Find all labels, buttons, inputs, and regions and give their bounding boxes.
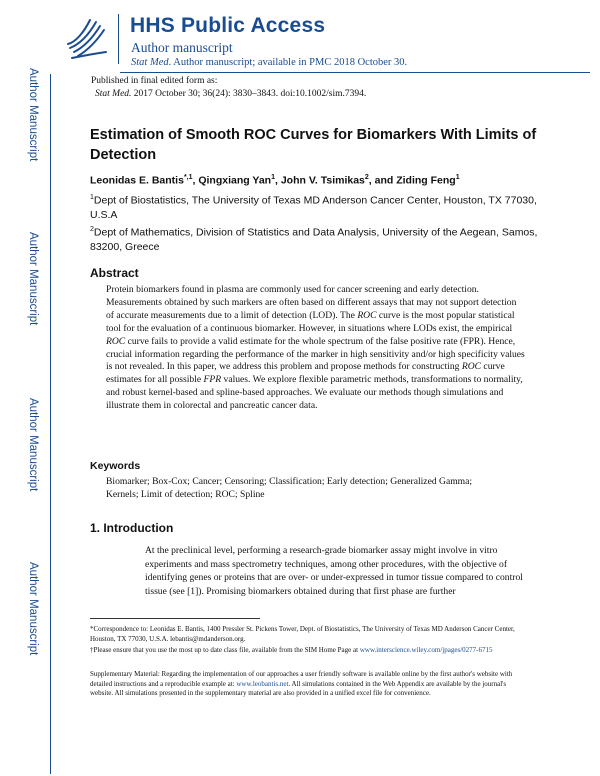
- side-label-author-manuscript: Author Manuscript: [27, 68, 39, 162]
- header-journal: Stat Med: [131, 57, 169, 68]
- hhs-eagle-logo-icon: [62, 14, 112, 64]
- introduction-heading: 1. Introduction: [90, 521, 174, 535]
- author-name: John V. Tsimikas: [280, 174, 365, 187]
- header-divider-vertical: [118, 14, 119, 64]
- affiliation: [90, 223, 540, 254]
- footnote-text: . All simulations contained in the Web Appendix are available by the journal's website. All simulations presented in the supplementary material are also provided in a unified excel file for convenience.: [90, 679, 507, 698]
- abstract-segment: curve is the most popular statistical tool for the evaluation of a continuous biomarker. However, in situations where LODs exist, the empirical: [106, 309, 515, 334]
- author-manuscript-label: Author manuscript: [131, 40, 233, 55]
- affiliation-text: Dept of Biostatistics, The University of Texas MD Anderson Cancer Center, Houston, TX 77030, U.S.A: [90, 194, 537, 221]
- abstract-segment: curve fails to provide a valid estimate for the whole spectrum of the false positive rate (FPR). Hence, crucial information regarding the performance of the marker in high sensitivity and/or high specificity values is not revealed. In this paper, we address this problem and propose methods for constructing: [106, 335, 525, 373]
- author-affiliation-mark: 1: [271, 174, 275, 181]
- author-name: Qingxiang Yan: [198, 174, 272, 187]
- affiliation-mark: 1: [90, 194, 94, 201]
- keywords-heading: Keywords: [90, 460, 141, 472]
- abstract-italic-term: ROC: [461, 361, 482, 373]
- introduction-text: At the preclinical level, performing a research-grade biomarker assay might involve in vitro experiments and mass spectrometry techniques, among other procedures, with the objective of identifying genes or proteins that are over- or under-expressed in tumor tissue compared to control tissue (see [1]). Promising biomarkers obtained during that first phase are further: [145, 545, 523, 597]
- keywords-text: Biomarker; Box-Cox; Cancer; Censoring; Classification; Early detection; Generalized Gamma; Kernels; Limit of detection; ROC; Spline: [106, 476, 473, 500]
- published-citation: [95, 89, 366, 99]
- affiliation: [90, 191, 540, 222]
- paper-title: Estimation of Smooth ROC Curves for Biomarkers With Limits of Detection: [90, 127, 537, 163]
- author-separator: ,: [275, 174, 281, 187]
- abstract-segment: curve estimates for all possible: [106, 361, 505, 386]
- author-list: [90, 174, 460, 187]
- author-name: Leonidas E. Bantis: [90, 174, 184, 187]
- class-file-link[interactable]: www.interscience.wiley.com/jpages/0277-6715: [359, 646, 493, 654]
- hhs-public-access-title: HHS Public Access: [130, 14, 326, 37]
- published-label: Published in final edited form as:: [91, 76, 218, 86]
- abstract-segment: values. We explore flexible parametric methods, transformations to normality, and robust kernel-based and spline-based approaches. We evaluate our methods though simulations and illustrate them in colorectal and pancreatic cancer data.: [106, 374, 523, 412]
- header-divider-horizontal: [120, 72, 590, 73]
- affiliation-mark: 2: [90, 226, 94, 233]
- side-label-author-manuscript: Author Manuscript: [27, 232, 39, 326]
- author-website-link[interactable]: www.leobantis.net: [236, 679, 289, 688]
- abstract-heading: Abstract: [90, 266, 139, 280]
- header-citation-text: . Author manuscript; available in PMC 2018 October 30.: [168, 57, 408, 68]
- footnote-class-file: [90, 646, 530, 656]
- author-separator: ,: [192, 174, 199, 187]
- author-separator: , and: [368, 174, 397, 187]
- author-name: Ziding Feng: [396, 174, 456, 187]
- author-affiliation-mark: 1: [455, 174, 460, 181]
- side-label-author-manuscript: Author Manuscript: [27, 562, 39, 656]
- side-label-author-manuscript: Author Manuscript: [27, 398, 39, 492]
- footnote-text: †Please ensure that you use the most up to date class file, available from the SIM Home Page at: [90, 646, 360, 654]
- left-margin-rule: [50, 74, 51, 774]
- abstract-text: [106, 284, 526, 413]
- footnote-correspondence: *Correspondence to: Leonidas E. Bantis, 1400 Pressler St. Pickens Tower, Dept. of Biostatistics, The University of Texas MD Anderson Cancer Center, Houston, TX 77030, U.S.A. lebantis@mdanderson.org.: [90, 625, 515, 643]
- abstract-italic-term: ROC: [357, 309, 377, 321]
- published-details: 2017 October 30; 36(24): 3830–3843. doi:10.1002/sim.7394.: [131, 89, 367, 99]
- abstract-segment: Protein biomarkers found in plasma are commonly used for cancer screening and early detection. Measurements obtained by such markers are often based on different assays that may not support detection of accurate measurements due to a limit of detection (LOD). The: [106, 284, 517, 321]
- author-affiliation-mark: *,1: [183, 174, 193, 181]
- author-affiliation-mark: 2: [364, 174, 369, 181]
- abstract-italic-term: ROC: [106, 335, 126, 347]
- published-journal: Stat Med.: [95, 89, 132, 99]
- footnote-text: Supplementary Material: Regarding the implementation of our approaches a user friendly software is available online by the first author's website with detailed instructions and a reproducible example at:: [90, 670, 513, 688]
- footnote-divider: [90, 618, 260, 619]
- affiliation-text: Dept of Mathematics, Division of Statistics and Data Analysis, University of the Aegean, Samos, 83200, Greece: [90, 226, 538, 253]
- footnote-supplementary: [90, 670, 530, 699]
- header-citation: [131, 57, 407, 68]
- abstract-italic-term: FPR: [203, 374, 222, 386]
